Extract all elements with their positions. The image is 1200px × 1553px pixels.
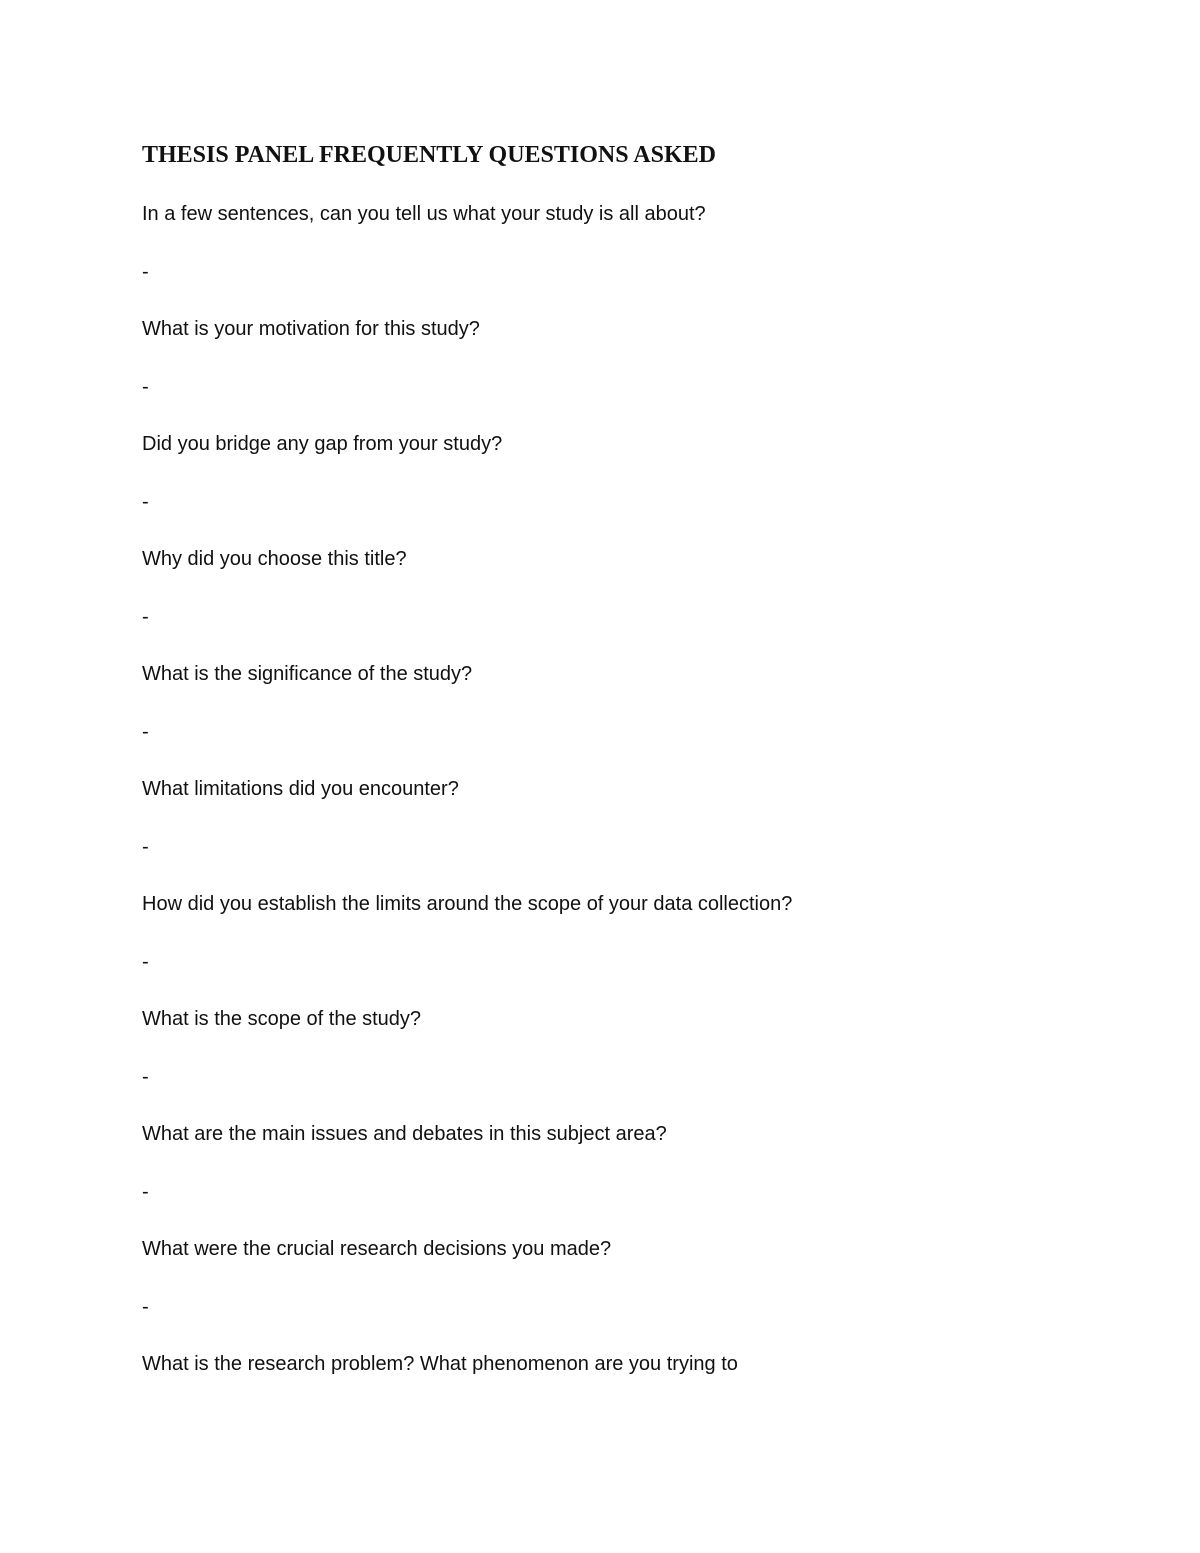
question-text: What limitations did you encounter? bbox=[142, 778, 459, 800]
answer-placeholder: - bbox=[142, 835, 149, 858]
answer-placeholder: - bbox=[142, 1295, 149, 1318]
question-text: What were the crucial research decisions you made? bbox=[142, 1238, 612, 1260]
question-text: In a few sentences, can you tell us what your study is all about? bbox=[142, 203, 706, 225]
answer-placeholder: - bbox=[142, 490, 149, 513]
question-item bbox=[142, 541, 1082, 656]
answer-placeholder: - bbox=[142, 950, 149, 973]
question-item bbox=[142, 426, 1082, 541]
question-list bbox=[142, 196, 1082, 1404]
answer-placeholder: - bbox=[142, 1065, 149, 1088]
question-item bbox=[142, 1346, 1082, 1404]
answer-placeholder: - bbox=[142, 605, 149, 628]
answer-placeholder: - bbox=[142, 1180, 149, 1203]
question-text: What are the main issues and debates in this subject area? bbox=[142, 1123, 667, 1145]
question-item bbox=[142, 656, 1082, 771]
answer-placeholder: - bbox=[142, 260, 149, 283]
question-text: What is the research problem? What phenomenon are you trying to bbox=[142, 1353, 738, 1375]
question-item bbox=[142, 1001, 1082, 1116]
question-item bbox=[142, 1116, 1082, 1231]
question-text: What is the scope of the study? bbox=[142, 1008, 422, 1030]
question-item bbox=[142, 771, 1082, 886]
question-text: How did you establish the limits around the scope of your data collection? bbox=[142, 893, 793, 915]
question-text: What is the significance of the study? bbox=[142, 663, 473, 685]
answer-placeholder: - bbox=[142, 720, 149, 743]
question-item bbox=[142, 196, 1082, 311]
question-item bbox=[142, 886, 1082, 1001]
question-text: Why did you choose this title? bbox=[142, 548, 407, 570]
question-text: Did you bridge any gap from your study? bbox=[142, 433, 503, 455]
question-item bbox=[142, 311, 1082, 426]
answer-placeholder: - bbox=[142, 375, 149, 398]
question-text: What is your motivation for this study? bbox=[142, 318, 480, 340]
question-item bbox=[142, 1231, 1082, 1346]
document-title: THESIS PANEL FREQUENTLY QUESTIONS ASKED bbox=[142, 142, 716, 168]
